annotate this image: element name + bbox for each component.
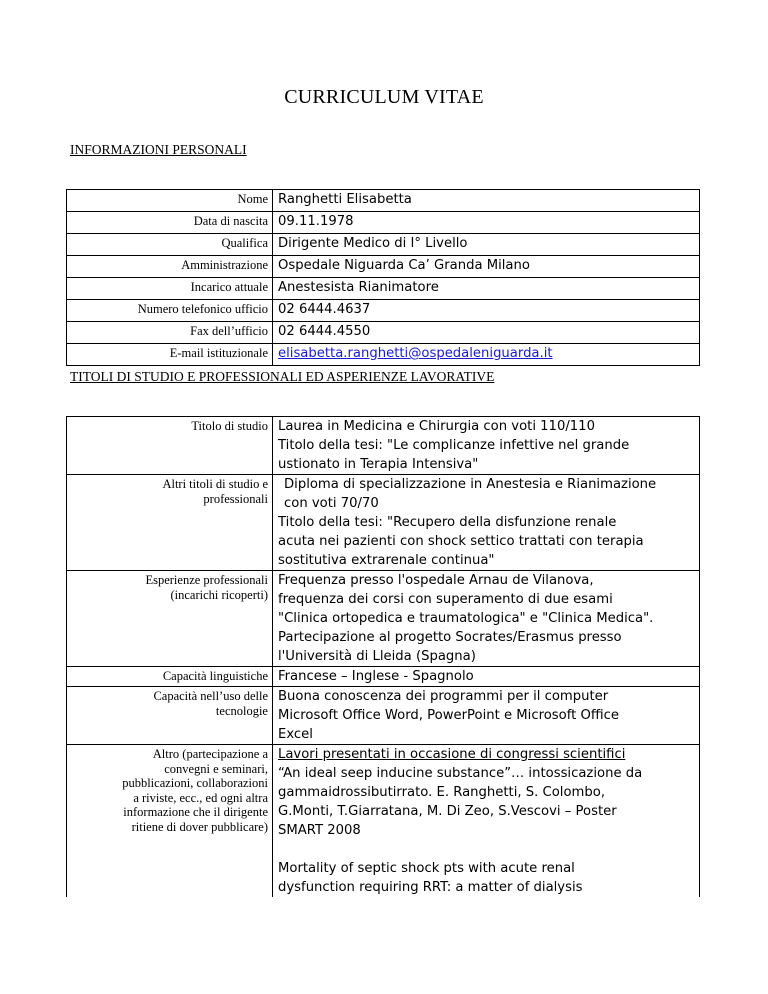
label-line: (incarichi ricoperti) bbox=[170, 587, 268, 602]
row-label: Nome bbox=[67, 190, 273, 212]
row-label bbox=[67, 571, 273, 667]
row-label: Titolo di studio bbox=[67, 417, 273, 475]
section-heading-personal-info: INFORMAZIONI PERSONALI bbox=[70, 142, 247, 157]
row-label: Fax dell’ufficio bbox=[67, 322, 273, 344]
table-row bbox=[67, 475, 700, 571]
text-line: con voti 70/70 bbox=[284, 496, 379, 511]
label-line: tecnologie bbox=[215, 703, 268, 718]
row-value: Ranghetti Elisabetta bbox=[273, 190, 700, 212]
row-value bbox=[273, 571, 700, 667]
text-line: gammaidrossibutirrato. E. Ranghetti, S. Colombo, bbox=[278, 785, 606, 800]
row-label: Qualifica bbox=[67, 234, 273, 256]
text-line: Laurea in Medicina e Chirurgia con voti 110/110 bbox=[278, 419, 595, 434]
document-title: CURRICULUM VITAE bbox=[284, 86, 484, 108]
row-value bbox=[273, 745, 700, 898]
label-line: Altri titoli di studio e bbox=[162, 477, 268, 491]
row-label: Capacità linguistiche bbox=[67, 667, 273, 687]
row-label: E-mail istituzionale bbox=[67, 344, 273, 366]
table-row bbox=[67, 278, 700, 300]
label-line: a riviste, ecc., ed ogni altra bbox=[133, 790, 268, 805]
table-row bbox=[67, 256, 700, 278]
text-line: Frequenza presso l'ospedale Arnau de Vilanova, bbox=[278, 573, 594, 588]
table-row bbox=[67, 687, 700, 745]
table-row bbox=[67, 234, 700, 256]
row-value bbox=[273, 687, 700, 745]
row-value: 09.11.1978 bbox=[273, 212, 700, 234]
label-line: professionali bbox=[203, 491, 268, 506]
text-line: Titolo della tesi: "Recupero della disfunzione renale bbox=[278, 515, 617, 530]
email-cell bbox=[273, 344, 700, 366]
row-label bbox=[67, 745, 273, 898]
label-line: informazione che il dirigente bbox=[123, 805, 268, 819]
row-value: Anestesista Rianimatore bbox=[273, 278, 700, 300]
label-line: pubblicazioni, collaborazioni bbox=[122, 776, 268, 790]
row-value: 02 6444.4550 bbox=[273, 322, 700, 344]
table-row bbox=[67, 571, 700, 667]
text-line: Microsoft Office Word, PowerPoint e Microsoft Office bbox=[278, 708, 619, 723]
table-row bbox=[67, 667, 700, 687]
row-value: Dirigente Medico di I° Livello bbox=[273, 234, 700, 256]
text-line: ustionato in Terapia Intensiva" bbox=[278, 457, 479, 472]
section-heading-studies-experience: TITOLI DI STUDIO E PROFESSIONALI ED ASPERIENZE LAVORATIVE bbox=[70, 369, 495, 384]
text-line: Excel bbox=[278, 727, 313, 742]
studies-experience-table bbox=[66, 416, 700, 897]
row-label: Amministrazione bbox=[67, 256, 273, 278]
label-line: convegni e seminari, bbox=[164, 761, 268, 776]
label-line: ritiene di dover pubblicare) bbox=[131, 819, 268, 834]
row-value: Ospedale Niguarda Ca’ Granda Milano bbox=[273, 256, 700, 278]
table-row bbox=[67, 322, 700, 344]
row-label: Data di nascita bbox=[67, 212, 273, 234]
label-line: Capacità nell’uso delle bbox=[153, 689, 268, 703]
text-line: Mortality of septic shock pts with acute renal bbox=[278, 861, 575, 876]
row-value bbox=[273, 475, 700, 571]
row-label bbox=[67, 475, 273, 571]
personal-info-table bbox=[66, 189, 700, 366]
table-row bbox=[67, 300, 700, 322]
table-row bbox=[67, 344, 700, 366]
text-line: Titolo della tesi: "Le complicanze infettive nel grande bbox=[278, 438, 630, 453]
text-line: Diploma di specializzazione in Anestesia e Rianimazione bbox=[284, 477, 657, 492]
text-line: acuta nei pazienti con shock settico trattati con terapia bbox=[278, 534, 644, 549]
table-row bbox=[67, 190, 700, 212]
text-line: frequenza dei corsi con superamento di due esami bbox=[278, 592, 613, 607]
row-label bbox=[67, 687, 273, 745]
table-row bbox=[67, 212, 700, 234]
text-line: dysfunction requiring RRT: a matter of dialysis bbox=[278, 880, 583, 895]
table-row bbox=[67, 745, 700, 898]
label-line: Altro (partecipazione a bbox=[152, 747, 268, 761]
row-label: Incarico attuale bbox=[67, 278, 273, 300]
text-line: "Clinica ortopedica e traumatologica" e "Clinica Medica". bbox=[278, 611, 654, 626]
text-line: sostitutiva extrarenale continua" bbox=[278, 553, 495, 568]
email-link[interactable]: elisabetta.ranghetti@ospedaleniguarda.it bbox=[278, 346, 553, 361]
text-line: SMART 2008 bbox=[278, 823, 361, 838]
row-label: Numero telefonico ufficio bbox=[67, 300, 273, 322]
row-value: 02 6444.4637 bbox=[273, 300, 700, 322]
text-line: Buona conoscenza dei programmi per il computer bbox=[278, 689, 609, 704]
text-line: “An ideal seep inducine substance”… intossicazione da bbox=[278, 766, 643, 781]
row-value: Francese – Inglese - Spagnolo bbox=[273, 667, 700, 687]
text-line: l'Università di Lleida (Spagna) bbox=[278, 649, 476, 664]
publications-heading: Lavori presentati in occasione di congressi scientifici bbox=[278, 747, 626, 762]
label-line: Esperienze professionali bbox=[145, 573, 268, 587]
row-value bbox=[273, 417, 700, 475]
spacer bbox=[278, 840, 695, 859]
text-line: G.Monti, T.Giarratana, M. Di Zeo, S.Vescovi – Poster bbox=[278, 804, 617, 819]
table-row bbox=[67, 417, 700, 475]
text-line: Partecipazione al progetto Socrates/Erasmus presso bbox=[278, 630, 622, 645]
